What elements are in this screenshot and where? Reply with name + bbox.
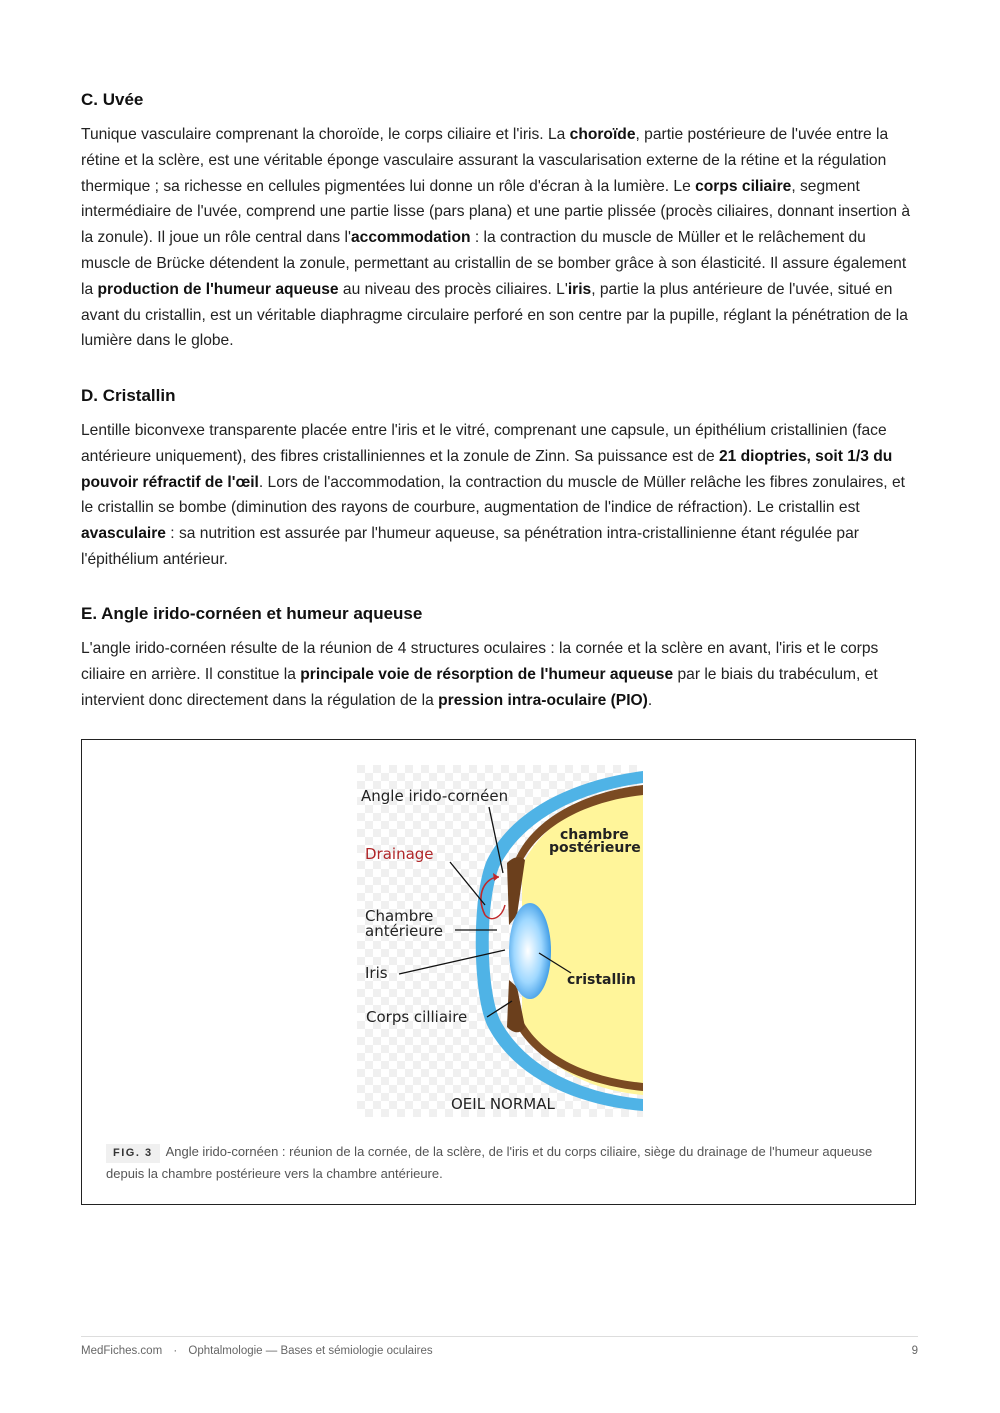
footer-divider — [81, 1336, 918, 1337]
label-chambre-post-1: chambre — [560, 827, 629, 843]
label-chambre-post-2: postérieure — [549, 840, 641, 856]
paragraph-angle: L'angle irido-cornéen résulte de la réunion de 4 structures oculaires : la cornée et la sclère en avant, l'iris et le corps ciliaire en arrière. Il constitue la principale voie de résorption de l'humeur aqueuse par le biais du trabéculum, et intervient donc directement dans la régulation de la pression intra-oculaire (PIO). — [81, 640, 879, 709]
caption-text: Angle irido-cornéen : réunion de la cornée, de la sclère, de l'iris et du corps ciliaire, siège du drainage de l'humeur aqueuse depuis la chambre postérieure vers la chambre antérieure. — [106, 1144, 873, 1181]
section-title-angle: E. Angle irido-cornéen et humeur aqueuse — [81, 604, 423, 623]
figure-tag: FIG. 3 — [106, 1144, 160, 1163]
label-cristallin: cristallin — [567, 972, 636, 988]
footer-site: MedFiches.com — [81, 1345, 163, 1357]
section-title-uvee: C. Uvée — [81, 90, 144, 109]
figure-box — [81, 739, 916, 1205]
page-footer — [81, 1345, 918, 1357]
label-iris: Iris — [365, 964, 388, 982]
label-chambre-ant-1: Chambre — [365, 907, 434, 925]
label-drainage: Drainage — [365, 845, 434, 863]
eye-diagram — [357, 765, 643, 1117]
label-oeil-normal: OEIL NORMAL — [451, 1095, 555, 1113]
label-corps: Corps cilliaire — [366, 1008, 468, 1026]
figure-caption — [106, 1141, 896, 1184]
label-chambre-ant-2: antérieure — [365, 922, 443, 940]
paragraph-uvee: Tunique vasculaire comprenant la choroïde, le corps ciliaire et l'iris. La choroïde, partie postérieure de l'uvée entre la rétine et la sclère, est une véritable éponge vasculaire assurant la vascularisation externe de la rétine et la régulation thermique ; sa richesse en cellules pigmentées lui donne un rôle d'écran à la lumière. Le corps ciliaire, segment intermédiaire de l'uvée, comprend une partie lisse (pars plana) et une partie plissée (procès ciliaires, donnant insertion à la zonule). Il joue un rôle central dans l'accommodation : la contraction du muscle de Müller et le relâchement du muscle de Brücke détendent la zonule, permettant au cristallin de se bomber grâce à son élasticité. Il assure également la production de l'humeur aqueuse au niveau des procès ciliaires. L'iris, partie la plus antérieure de l'uvée, situé en avant du cristallin, est un véritable diaphragme circulaire perforé en son centre par la pupille, réglant la pénétration de la lumière dans le globe. — [81, 126, 911, 350]
footer-course: Ophtalmologie — Bases et sémiologie oculaires — [188, 1345, 433, 1357]
footer-separator: · — [173, 1345, 178, 1357]
label-angle: Angle irido-cornéen — [361, 787, 509, 805]
lens-shape — [509, 903, 551, 999]
paragraph-cristallin: Lentille biconvexe transparente placée entre l'iris et le vitré, comprenant une capsule, un épithélium cristallinien (face antérieure uniquement), des fibres cristalliniennes et la zonule de Zinn. Sa puissance est de 21 dioptries, soit 1/3 du pouvoir réfractif de l'œil. Lors de l'accommodation, la contraction du muscle de Müller relâche les fibres zonulaires, et le cristallin se bombe (diminution des rayons de courbure, augmentation de l'indice de réfraction). Le cristallin est avasculaire : sa nutrition est assurée par l'humeur aqueuse, sa pénétration intra-cristallinienne étant régulée par l'épithélium antérieur. — [81, 422, 905, 568]
page-number: 9 — [911, 1345, 918, 1357]
section-title-cristallin: D. Cristallin — [81, 386, 176, 405]
